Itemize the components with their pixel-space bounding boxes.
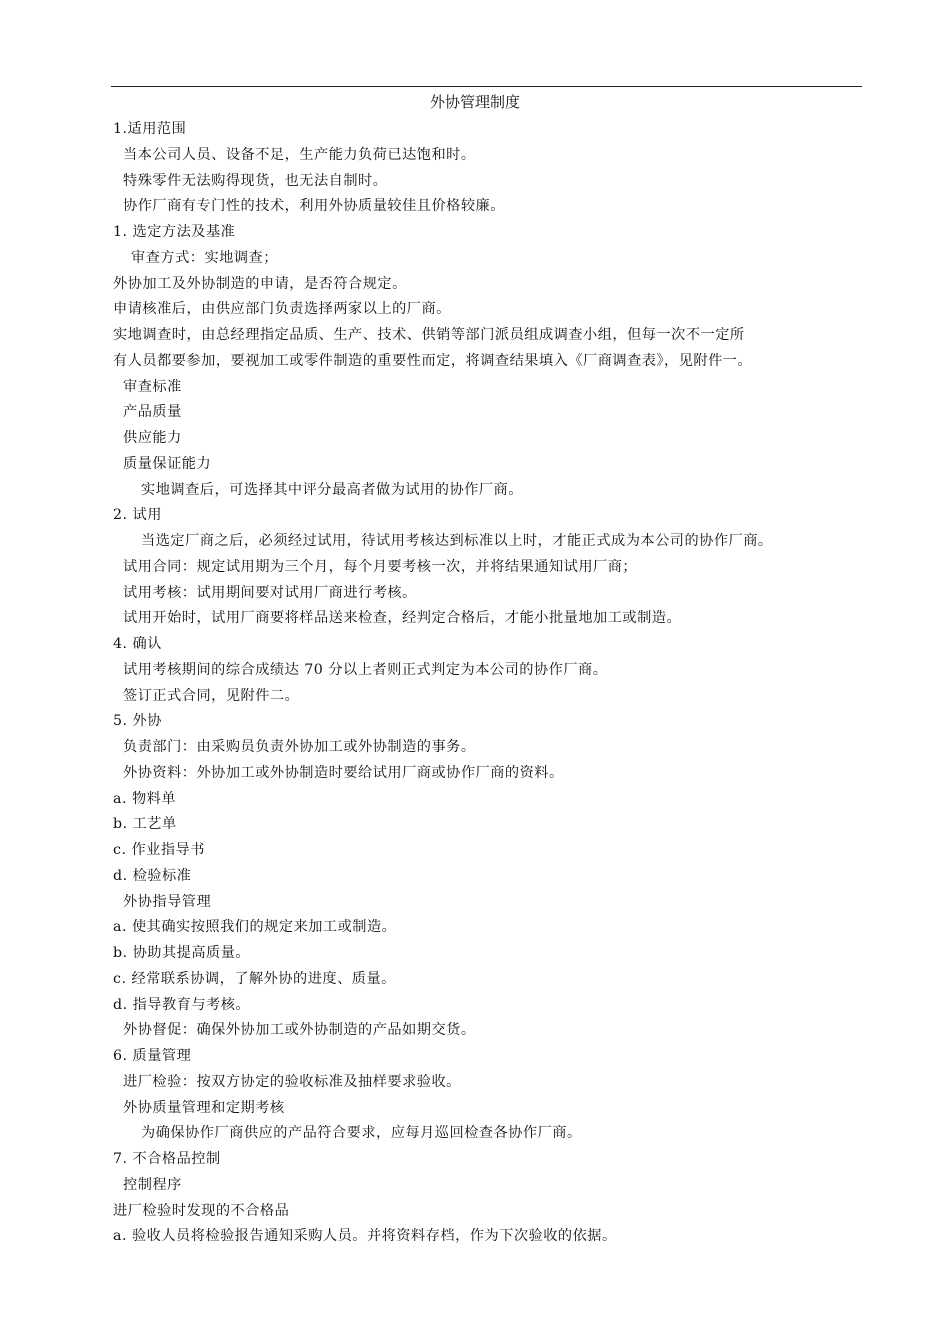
body-line: d. 检验标准 [113, 867, 192, 884]
body-line: 审查方式：实地调查； [131, 249, 278, 266]
document-title: 外协管理制度 [429, 93, 520, 111]
body-line: c. 作业指导书 [113, 842, 205, 858]
body-line: 审查标准 [123, 378, 182, 395]
body-line: 进厂检验时发现的不合格品 [113, 1202, 290, 1219]
body-line: 1. 选定方法及基准 [113, 224, 236, 240]
body-line: 试用考核期间的综合成绩达 70 分以上者则正式判定为本公司的协作厂商。 [123, 661, 608, 678]
body-line: 负责部门：由采购员负责外协加工或外协制造的事务。 [123, 739, 476, 755]
body-line: 质量保证能力 [123, 455, 212, 472]
body-line: 实地调查时，由总经理指定品质、生产、技术、供销等部门派员组成调查小组，但每一次不一定所 [113, 327, 745, 343]
body-line: 外协督促：确保外协加工或外协制造的产品如期交货。 [123, 1022, 476, 1039]
body-line: 外协资料：外协加工或外协制造时要给试用厂商或协作厂商的资料。 [123, 764, 564, 781]
body-line: 进厂检验：按双方协定的验收标准及抽样要求验收。 [123, 1073, 461, 1090]
body-line: 1.适用范围 [113, 121, 187, 137]
body-line: 有人员都要参加，要视加工或零件制造的重要性而定，将调查结果填入《厂商调查表》，见附件一。 [113, 352, 753, 369]
body-line: 2. 试用 [113, 507, 162, 524]
body-line: 4. 确认 [113, 636, 162, 652]
body-line: 控制程序 [123, 1176, 182, 1193]
body-line: 6. 质量管理 [113, 1048, 192, 1064]
body-line: 当选定厂商之后，必须经过试用，待试用考核达到标准以上时，才能正式成为本公司的协作厂商。 [141, 533, 773, 549]
body-line: d. 指导教育与考核。 [113, 996, 251, 1013]
body-line: a. 验收人员将检验报告通知采购人员。并将资料存档，作为下次验收的依据。 [113, 1228, 617, 1245]
body-line: c. 经常联系协调，了解外协的进度、质量。 [113, 970, 396, 987]
body-line: 签订正式合同，见附件二。 [123, 687, 300, 704]
body-line: a. 使其确实按照我们的规定来加工或制造。 [113, 919, 397, 936]
body-line: 产品质量 [123, 404, 182, 421]
body-line: a. 物料单 [113, 790, 177, 807]
body-line: 为确保协作厂商供应的产品符合要求，应每月巡回检查各协作厂商。 [141, 1125, 582, 1142]
body-line: 申请核准后，由供应部门负责选择两家以上的厂商。 [113, 301, 451, 318]
body-line: b. 工艺单 [113, 816, 177, 833]
body-line: 外协质量管理和定期考核 [123, 1099, 285, 1116]
body-line: b. 协助其提高质量。 [113, 945, 251, 961]
body-line: 外协加工及外协制造的申请，是否符合规定。 [113, 275, 407, 292]
body-line: 供应能力 [123, 430, 182, 446]
body-line: 协作厂商有专门性的技术，利用外协质量较佳且价格较廉。 [123, 198, 505, 215]
body-line: 5. 外协 [113, 713, 162, 730]
body-line: 试用开始时，试用厂商要将样品送来检查，经判定合格后，才能小批量地加工或制造。 [123, 610, 682, 627]
body-line: 试用考核：试用期间要对试用厂商进行考核。 [123, 584, 417, 601]
body-line: 7. 不合格品控制 [113, 1151, 221, 1167]
body-line: 外协指导管理 [123, 893, 212, 910]
body-line: 特殊零件无法购得现货，也无法自制时。 [123, 172, 388, 189]
body-line: 当本公司人员、设备不足，生产能力负荷已达饱和时。 [123, 146, 476, 163]
body-line: 实地调查后，可选择其中评分最高者做为试用的协作厂商。 [141, 481, 523, 498]
body-line: 试用合同：规定试用期为三个月，每个月要考核一次，并将结果通知试用厂商； [123, 558, 638, 575]
